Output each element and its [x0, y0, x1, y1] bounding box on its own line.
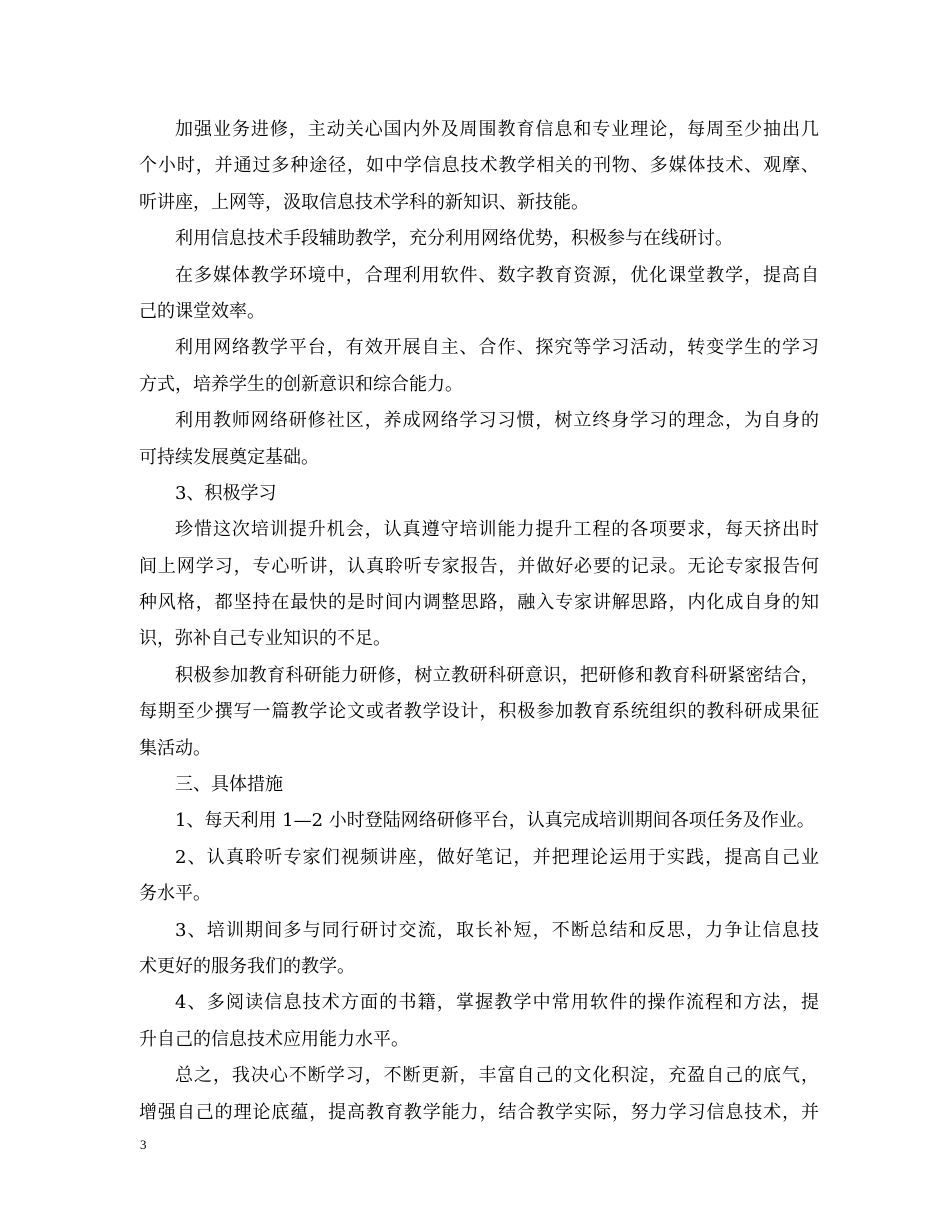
paragraph-line: 利用网络教学平台，有效开展自主、合作、探究等学习活动，转变学生的学习: [175, 337, 819, 359]
paragraph-line: 可持续发展奠定基础。: [139, 446, 319, 468]
list-item: 4、多阅读信息技术方面的书籍，掌握教学中常用软件的操作流程和方法，提: [175, 992, 819, 1014]
paragraph-line: 利用信息技术手段辅助教学，充分利用网络优势，积极参与在线研讨。: [175, 228, 733, 250]
paragraph-line: 方式，培养学生的创新意识和综合能力。: [139, 373, 463, 395]
paragraph-line: 间上网学习，专心听讲，认真聆听专家报告，并做好必要的记录。无论专家报告何: [139, 555, 819, 577]
paragraph-line: 集活动。: [139, 737, 211, 759]
paragraph-line: 总之，我决心不断学习，不断更新，丰富自己的文化积淀，充盈自己的底气，: [175, 1065, 819, 1087]
paragraph-line: 积极参加教育科研能力研修，树立教研科研意识，把研修和教育科研紧密结合，: [175, 664, 819, 686]
list-item: 1、每天利用 1—2 小时登陆网络研修平台，认真完成培训期间各项任务及作业。: [175, 810, 815, 832]
paragraph-line: 增强自己的理论底蕴，提高教育教学能力，结合教学实际，努力学习信息技术，并: [139, 1101, 819, 1123]
paragraph-line: 升自己的信息技术应用能力水平。: [139, 1028, 409, 1050]
list-item: 2、认真聆听专家们视频讲座，做好笔记，并把理论运用于实践，提高自己业: [175, 846, 819, 868]
paragraph-line: 每期至少撰写一篇教学论文或者教学设计，积极参加教育系统组织的教科研成果征: [139, 701, 819, 723]
paragraph-line: 个小时，并通过多种途径，如中学信息技术教学相关的刊物、多媒体技术、观摩、: [139, 155, 819, 177]
section-heading: 三、具体措施: [175, 774, 283, 796]
paragraph-line: 识，弥补自己专业知识的不足。: [139, 628, 391, 650]
list-item: 3、培训期间多与同行研讨交流，取长补短，不断总结和反思，力争让信息技: [175, 919, 819, 941]
section-heading: 3、积极学习: [175, 482, 277, 504]
paragraph-line: 利用教师网络研修社区，养成网络学习习惯，树立终身学习的理念，为自身的: [175, 410, 819, 432]
paragraph-line: 己的课堂效率。: [139, 300, 265, 322]
paragraph-line: 种风格，都坚持在最快的是时间内调整思路，融入专家讲解思路，内化成自身的知: [139, 592, 819, 614]
paragraph-line: 听讲座，上网等，汲取信息技术学科的新知识、新技能。: [139, 191, 589, 213]
paragraph-line: 在多媒体教学环境中，合理利用软件、数字教育资源，优化课堂教学，提高自: [175, 264, 819, 286]
paragraph-line: 务水平。: [139, 883, 211, 905]
page-number: 3: [140, 1137, 147, 1152]
paragraph-line: 加强业务进修，主动关心国内外及周围教育信息和专业理论，每周至少抽出几: [175, 119, 819, 140]
document-body: [139, 112, 819, 1131]
paragraph-line: 术更好的服务我们的教学。: [139, 955, 355, 977]
paragraph-line: 珍惜这次培训提升机会，认真遵守培训能力提升工程的各项要求，每天挤出时: [175, 519, 819, 541]
